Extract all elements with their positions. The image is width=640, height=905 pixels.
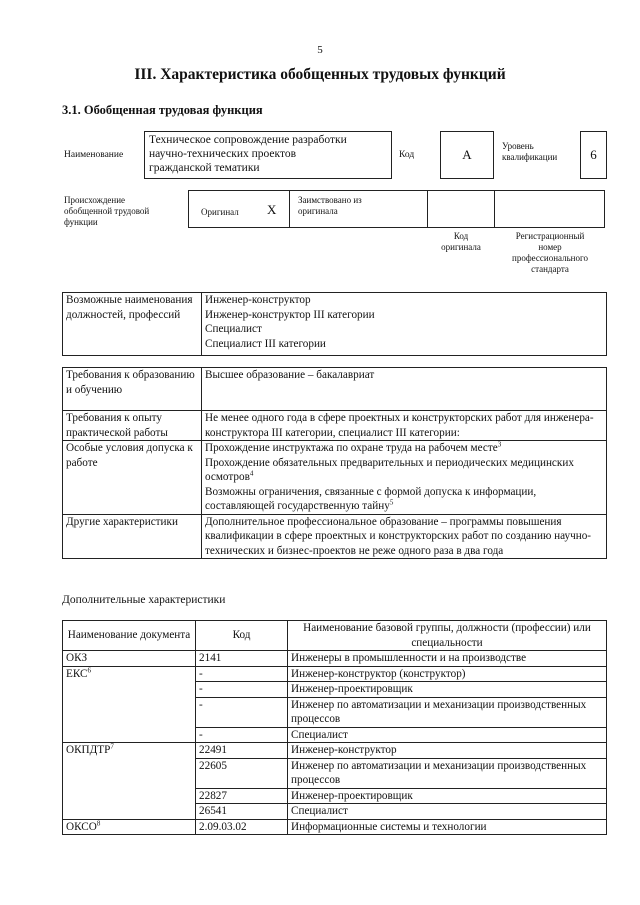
page-number: 5 [317, 44, 323, 56]
requirement-text: Прохождение инструктажа по охране труда на рабочем месте [205, 442, 498, 454]
function-name-line: научно-технических проектов [149, 148, 297, 160]
additional-title: Дополнительные характеристики [62, 594, 226, 606]
document-name-cell [63, 819, 196, 835]
requirement-row [63, 514, 607, 559]
name-label: Наименование [64, 150, 124, 160]
code-value: А [440, 131, 494, 179]
code-cell: 26541 [196, 804, 288, 820]
code-original-caption [428, 231, 494, 253]
position-item: Инженер-конструктор [205, 294, 311, 306]
additional-row [63, 651, 607, 667]
document-name: ОКЗ [66, 652, 88, 664]
additional-row [63, 743, 607, 759]
footnote-ref: 8 [96, 818, 101, 827]
section-title: III. Характеристика обобщенных трудовых функций [134, 66, 506, 83]
requirement-label: Другие характеристики [63, 514, 202, 559]
borrowed-label-line: оригинала [298, 206, 338, 216]
footnote-ref: 5 [389, 498, 394, 507]
group-name-cell: Инженер-конструктор (конструктор) [288, 666, 607, 682]
additional-row [63, 666, 607, 682]
requirement-value: Дополнительное профессиональное образование – программы повышения квалификации в сфере проектных и конструкторских работ по созданию научно-технических и бизнес-проектов не реже одного раза в два года [202, 514, 607, 559]
borrowed-label-line: Заимствовано из [298, 195, 362, 205]
code-cell: - [196, 727, 288, 743]
function-name-line: Техническое сопровождение разработки [149, 134, 347, 146]
document-name: ОКПДТР [66, 744, 111, 756]
caption-line: Регистрационный [515, 231, 585, 241]
document-name-cell [63, 651, 196, 667]
level-label-line: квалификации [502, 152, 558, 162]
code-cell: 22827 [196, 788, 288, 804]
reg-number-caption [494, 231, 606, 275]
footnote-ref: 4 [249, 469, 254, 478]
group-name-cell: Специалист [288, 804, 607, 820]
group-name-cell: Инженер по автоматизации и механизации производственных процессов [288, 758, 607, 788]
level-value: 6 [580, 131, 607, 179]
requirement-value: Не менее одного года в сфере проектных и конструкторских работ для инженера-конструктора III категории, специалист III категории: [202, 411, 607, 441]
level-label [502, 141, 557, 163]
code-cell: 2.09.03.02 [196, 819, 288, 835]
position-item: Инженер-конструктор III категории [205, 308, 375, 321]
caption-line: оригинала [441, 242, 481, 252]
requirement-line [205, 485, 603, 514]
code-cell: - [196, 682, 288, 698]
group-name-cell: Инженер-проектировщик [288, 788, 607, 804]
requirements-table [62, 367, 607, 559]
requirement-text: Возможны ограничения, связанные с формой допуска к информации, составляющей государственную тайну [205, 485, 537, 512]
code-cell: - [196, 666, 288, 682]
reg-number-cell [494, 190, 605, 228]
requirement-text: Прохождение обязательных предварительных и периодических медицинских осмотров [205, 456, 574, 483]
group-name-cell: Инженеры в промышленности и на производстве [288, 651, 607, 667]
original-label: Оригинал [201, 207, 239, 217]
additional-row [63, 819, 607, 835]
requirement-value-group [202, 441, 607, 515]
borrowed-cell [289, 190, 428, 228]
function-name-box [144, 131, 392, 179]
document-name-cell [63, 666, 196, 743]
header-document: Наименование документа [63, 621, 196, 651]
requirement-row [63, 411, 607, 441]
group-name-cell: Инженер-проектировщик [288, 682, 607, 698]
caption-line: номер [538, 242, 562, 252]
document-name: ОКСО [66, 820, 97, 833]
footnote-ref: 3 [497, 440, 502, 449]
position-item: Специалист [205, 323, 262, 335]
requirement-label: Требования к образованию и обучению [63, 368, 202, 411]
additional-header-row [63, 621, 607, 651]
caption-line: Код [453, 231, 469, 241]
code-cell: - [196, 697, 288, 727]
position-item: Специалист III категории [205, 337, 326, 350]
origin-label [64, 195, 149, 228]
requirement-line [205, 456, 603, 485]
requirement-value: Высшее образование – бакалавриат [202, 368, 607, 411]
header-code: Код [196, 621, 288, 651]
requirement-row [63, 441, 607, 515]
group-name-cell: Инженер по автоматизации и механизации производственных процессов [288, 697, 607, 727]
origin-label-line: Происхождение [64, 195, 126, 205]
requirement-label: Особые условия допуска к работе [63, 441, 202, 515]
requirement-line [205, 441, 603, 456]
requirement-row [63, 368, 607, 411]
caption-line: профессионального [512, 253, 588, 263]
header-group-name: Наименование базовой группы, должности (профессии) или специальности [288, 621, 607, 651]
positions-list [202, 293, 607, 356]
level-label-line: Уровень [502, 141, 534, 151]
original-mark: X [267, 202, 277, 217]
function-name-line: гражданской тематики [149, 162, 260, 174]
code-label: Код [399, 150, 415, 160]
caption-line: стандарта [531, 264, 569, 274]
origin-label-line: обобщенной трудовой [64, 206, 150, 216]
footnote-ref: 7 [110, 742, 114, 751]
requirement-label: Требования к опыту практической работы [63, 411, 202, 441]
original-cell [188, 190, 290, 228]
code-cell: 2141 [196, 651, 288, 667]
origin-table [188, 190, 605, 228]
origin-label-line: функции [64, 217, 98, 227]
code-cell: 22491 [196, 743, 288, 759]
document-name-cell [63, 743, 196, 820]
additional-table [62, 620, 607, 835]
group-name-cell: Информационные системы и технологии [288, 819, 607, 835]
positions-table [62, 292, 607, 356]
positions-label: Возможные наименования должностей, профессий [63, 293, 202, 356]
code-original-cell [427, 190, 495, 228]
code-cell: 22605 [196, 758, 288, 788]
subsection-title: 3.1. Обобщенная трудовая функция [62, 103, 263, 117]
group-name-cell: Специалист [288, 727, 607, 743]
document-name: ЕКС [66, 667, 88, 680]
footnote-ref: 6 [87, 665, 91, 674]
group-name-cell: Инженер-конструктор [288, 743, 607, 759]
